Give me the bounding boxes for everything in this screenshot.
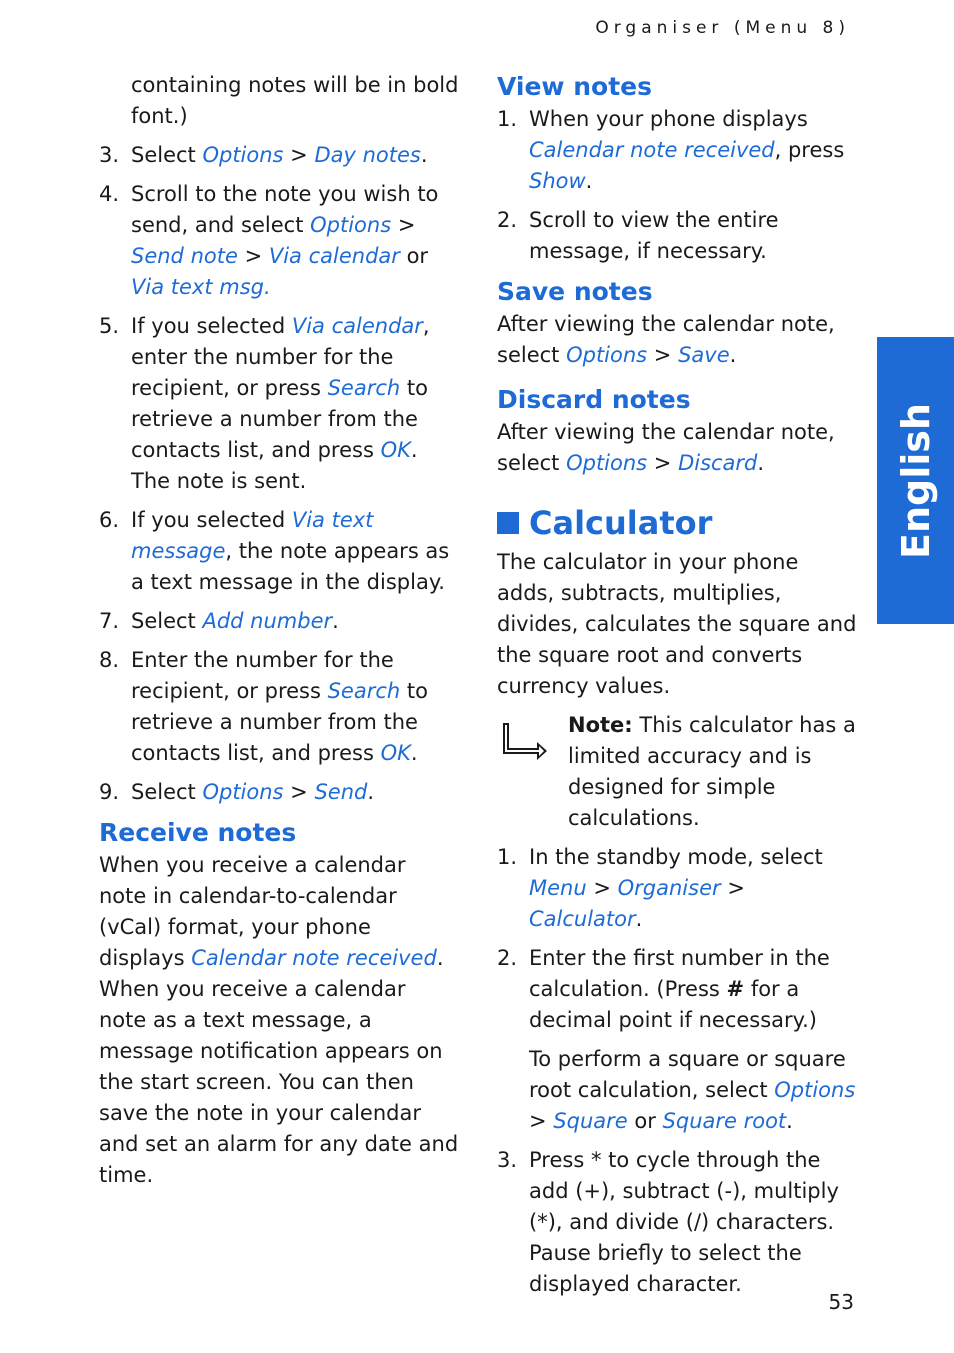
step-text: , enter the number for the recipient, or press [131, 314, 430, 400]
step-text: Select [131, 780, 203, 804]
menu-option: Square root [662, 1109, 787, 1133]
list-item [497, 1145, 857, 1300]
menu-option: Menu [529, 876, 587, 900]
menu-option: Options [774, 1078, 856, 1102]
step-text: . [585, 169, 593, 193]
step-text: Enter the number for the recipient, or press [131, 648, 394, 703]
step-text: > [720, 876, 745, 900]
menu-option: Calendar note received [191, 946, 437, 970]
step-text: Scroll to view the entire message, if necessary. [529, 208, 779, 263]
step-number: 2. [497, 208, 518, 232]
step-text: > [391, 213, 416, 237]
menu-option: Options [566, 343, 648, 367]
paragraph-text: > [647, 451, 679, 475]
list-item [99, 140, 459, 171]
note-text: This calculator has a limited accuracy and is designed for simple calculations. [568, 713, 856, 830]
menu-option: Via calendar [291, 314, 423, 338]
paragraph-text: > [647, 343, 679, 367]
step-number: 8. [99, 648, 120, 672]
menu-option: Options [202, 780, 284, 804]
page-number: 53 [828, 1290, 854, 1314]
list-item [497, 104, 857, 197]
list-item [497, 205, 857, 267]
sub-paragraph [529, 1044, 857, 1137]
step-text: . [332, 609, 339, 633]
step-number: 9. [99, 780, 120, 804]
step-text: Select [131, 143, 203, 167]
step-text: , the note appears as a text message in the display. [131, 539, 450, 594]
step-text: > [237, 244, 269, 268]
note-hand-icon [499, 720, 551, 769]
intro-continuation: containing notes will be in bold font.) [131, 73, 459, 128]
step-number: 6. [99, 508, 120, 532]
step-text: Press * to cycle through the add (+), subtract (-), multiply (*), and divide (/) characters. Pause briefly to select the displayed character. [529, 1148, 839, 1296]
menu-option: Send [314, 780, 368, 804]
menu-option: Options [202, 143, 284, 167]
receive-notes-paragraph [99, 850, 459, 1191]
step-text: . [367, 780, 375, 804]
step-text: to retrieve a number from the contacts list, and press [131, 376, 428, 462]
step-number: 5. [99, 314, 120, 338]
calculator-intro: The calculator in your phone adds, subtracts, multiplies, divides, calculates the square and the square root and converts currency values. [497, 550, 857, 698]
step-text: . [635, 907, 643, 931]
step-text: Select [131, 609, 203, 633]
paragraph-text: . [757, 451, 765, 475]
menu-option: Day notes [314, 143, 421, 167]
section-heading-save-notes: Save notes [497, 277, 653, 306]
menu-option: Send note [131, 244, 238, 268]
menu-option: Via calendar [268, 244, 400, 268]
step-text: > [283, 780, 315, 804]
menu-option: Via text message [131, 508, 374, 563]
language-tab-label: English [893, 402, 938, 559]
language-tab [877, 337, 954, 624]
menu-option: Organiser [617, 876, 721, 900]
note-label: Note: [568, 713, 633, 737]
list-item [99, 645, 459, 769]
right-column [497, 70, 857, 1308]
step-number: 4. [99, 182, 120, 206]
menu-option: Calculator [529, 907, 636, 931]
menu-option: Options [310, 213, 392, 237]
step-text: . [410, 741, 418, 765]
running-header: Organiser (Menu 8) [595, 18, 850, 38]
list-item [497, 842, 857, 935]
section-heading-view-notes: View notes [497, 72, 652, 101]
menu-option: OK [380, 438, 411, 462]
list-item [99, 606, 459, 637]
step-number: 3. [497, 1148, 518, 1172]
step-text: If you selected [131, 508, 292, 532]
menu-option: Square [553, 1109, 628, 1133]
list-item [99, 311, 459, 497]
step-text: to retrieve a number from the contacts list, and press [131, 679, 428, 765]
paragraph-text: > [529, 1109, 554, 1133]
step-text: Scroll to the note you wish to send, and select [131, 182, 439, 237]
menu-option: Options [566, 451, 648, 475]
menu-option: Calendar note received [529, 138, 775, 162]
section-heading-discard-notes: Discard notes [497, 385, 691, 414]
calculator-heading-text: Calculator [529, 504, 713, 542]
paragraph-text: . [729, 343, 737, 367]
section-heading-receive-notes: Receive notes [99, 818, 297, 847]
section-heading-calculator [497, 501, 857, 545]
left-column [99, 70, 459, 1191]
menu-option: Search [327, 679, 401, 703]
save-notes-paragraph [497, 309, 857, 371]
list-item [99, 777, 459, 808]
list-item [99, 179, 459, 303]
menu-option: Add number [202, 609, 333, 633]
menu-option: Search [327, 376, 401, 400]
menu-option: Discard [678, 451, 758, 475]
paragraph-text: To perform a square or square root calculation, select [529, 1047, 846, 1102]
menu-option: Via text msg. [131, 275, 271, 299]
step-text: > [283, 143, 315, 167]
step-text: > [586, 876, 618, 900]
paragraph-text: . When you receive a calendar note as a text message, a message notification appears on the start screen. You can then save the note in your calendar and set an alarm for any date and time. [99, 946, 459, 1187]
paragraph-text: After viewing the calendar note, select [497, 312, 835, 367]
step-number: 2. [497, 946, 518, 970]
hash-key: # [726, 977, 745, 1001]
step-text: When your phone displays [529, 107, 808, 131]
paragraph-text: or [627, 1109, 663, 1133]
paragraph-text: . [786, 1109, 793, 1133]
menu-option: OK [380, 741, 411, 765]
step-text: In the standby mode, select [529, 845, 823, 869]
square-bullet-icon [497, 512, 519, 534]
note-callout [497, 710, 857, 834]
step-number: 3. [99, 143, 120, 167]
list-item [99, 505, 459, 598]
step-text: . [420, 143, 428, 167]
menu-option: Save [678, 343, 730, 367]
step-text: for a decimal point if necessary.) [529, 977, 817, 1032]
paragraph-text: When you receive a calendar note in calendar-to-calendar (vCal) format, your phone displays [99, 853, 406, 970]
step-number: 1. [497, 107, 518, 131]
step-number: 7. [99, 609, 120, 633]
step-text: , press [774, 138, 845, 162]
list-item [497, 943, 857, 1036]
menu-option: Show [529, 169, 586, 193]
step-text: . The note is sent. [131, 438, 418, 493]
step-number: 1. [497, 845, 518, 869]
discard-notes-paragraph [497, 417, 857, 479]
paragraph-text: After viewing the calendar note, select [497, 420, 835, 475]
step-text: If you selected [131, 314, 292, 338]
step-text: or [399, 244, 429, 268]
step-text: Enter the first number in the calculation. (Press [529, 946, 830, 1001]
